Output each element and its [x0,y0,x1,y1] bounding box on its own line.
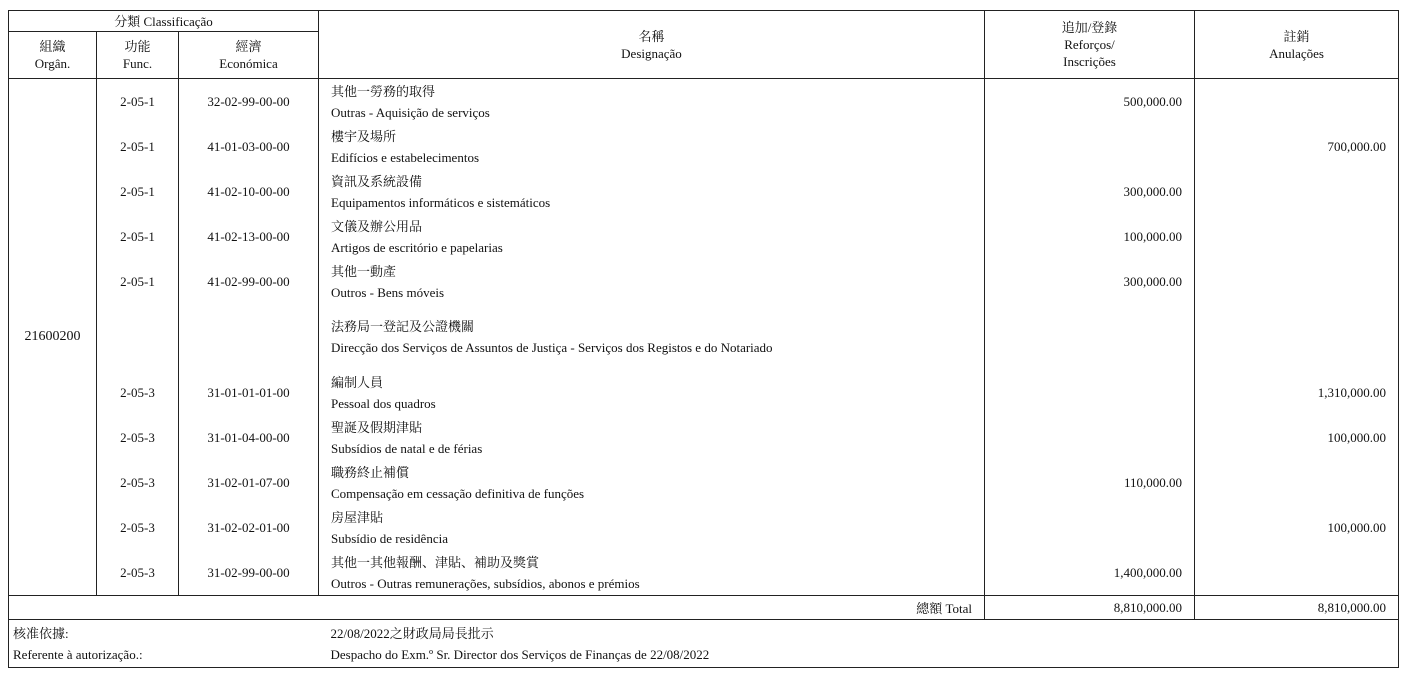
cancellation-amount: 100,000.00 [1195,505,1399,550]
classification-header: 分類 Classificação [9,11,319,32]
economic-code: 41-02-10-00-00 [179,169,319,214]
reinforcement-amount [985,370,1195,415]
designation-pt: Subsídio de residência [331,530,448,546]
reinforcement-amount: 1,400,000.00 [985,550,1195,596]
economic-header [179,32,319,79]
designation-cell [319,169,985,214]
authorization-text [319,620,1399,668]
cancellation-amount [1195,550,1399,596]
designation-pt: Subsídios de natal e de férias [331,440,483,456]
designation-pt: Outros - Bens móveis [331,284,445,300]
function-header [97,32,179,79]
group-heading-zh: 法務局一登記及公證機關 [331,319,475,334]
authorization-text-zh: 22/08/2022之財政局局長批示 [330,625,494,641]
designation-pt: Outras - Aquisição de serviços [331,104,490,120]
designation-cell [319,415,985,460]
cancellation-amount [1195,169,1399,214]
economic-code: 31-02-02-01-00 [179,505,319,550]
total-cancellations: 8,810,000.00 [1195,596,1399,620]
function-code: 2-05-1 [97,124,179,169]
cancellation-amount: 100,000.00 [1195,415,1399,460]
total-reinforcements: 8,810,000.00 [985,596,1195,620]
function-code: 2-05-3 [97,505,179,550]
group-add-empty [985,304,1195,370]
total-row [9,596,1399,620]
header-row-1 [9,11,1399,32]
reinforcements-header-pt2: Inscrições [1063,54,1116,69]
reinforcements-header-pt1: Reforços/ [1064,37,1115,52]
reinforcement-amount [985,415,1195,460]
authorization-label [9,620,319,668]
table-row [9,505,1399,550]
designation-cell [319,460,985,505]
economic-code: 41-02-99-00-00 [179,259,319,304]
designation-pt: Outros - Outras remunerações, subsídios, abonos e prémios [331,575,640,591]
designation-pt: Compensação em cessação definitiva de funções [331,485,585,501]
total-spacer [9,596,319,620]
designation-cell [319,214,985,259]
designation-zh: 其他一勞務的取得 [331,83,436,99]
budget-document [8,10,1398,668]
economic-code: 32-02-99-00-00 [179,79,319,125]
designation-cell [319,370,985,415]
reinforcement-amount: 110,000.00 [985,460,1195,505]
table-row [9,124,1399,169]
organ-code: 21600200 [9,79,97,596]
authorization-row [9,620,1399,668]
table-row [9,460,1399,505]
designation-cell [319,79,985,125]
authorization-label-pt: Referente à autorização.: [13,646,143,662]
function-code: 2-05-1 [97,169,179,214]
reinforcements-header [985,11,1195,79]
organ-header [9,32,97,79]
designation-zh: 聖誕及假期津貼 [331,419,423,435]
economic-code: 31-02-99-00-00 [179,550,319,596]
table-row [9,79,1399,125]
function-header-pt: Func. [122,56,153,71]
designation-pt: Edifícios e estabelecimentos [331,149,480,165]
reinforcement-amount: 300,000.00 [985,169,1195,214]
authorization-label-zh: 核准依據: [13,625,69,641]
reinforcement-amount [985,124,1195,169]
designation-zh: 樓宇及場所 [331,128,397,144]
cancellations-header-pt: Anulações [1269,45,1324,61]
economic-code: 31-02-01-07-00 [179,460,319,505]
table-row [9,550,1399,596]
table-row [9,259,1399,304]
cancellation-amount [1195,214,1399,259]
reinforcement-amount [985,505,1195,550]
organ-header-zh: 組織 [39,39,66,54]
cancellations-header [1195,11,1399,79]
economic-header-pt: Económica [219,56,278,71]
group-func-empty [97,304,179,370]
designation-zh: 房屋津貼 [331,509,384,525]
group-heading-row [9,304,1399,370]
designation-header-zh: 名稱 [638,28,665,44]
group-heading [319,304,985,370]
designation-zh: 職務終止補償 [331,464,410,480]
table-row [9,169,1399,214]
designation-header [319,11,985,79]
designation-cell [319,550,985,596]
budget-body [9,79,1399,596]
reinforcement-amount: 500,000.00 [985,79,1195,125]
cancellation-amount [1195,259,1399,304]
economic-code: 31-01-04-00-00 [179,415,319,460]
cancellation-amount: 700,000.00 [1195,124,1399,169]
function-code: 2-05-3 [97,370,179,415]
function-code: 2-05-1 [97,259,179,304]
designation-pt: Equipamentos informáticos e sistemáticos [331,194,551,210]
group-heading-pt: Direcção dos Serviços de Assuntos de Justiça - Serviços dos Registos e do Notariado [331,340,773,355]
group-cancel-empty [1195,304,1399,370]
reinforcements-header-zh: 追加/登錄 [1061,20,1118,35]
designation-cell [319,505,985,550]
cancellation-amount: 1,310,000.00 [1195,370,1399,415]
economic-code: 31-01-01-01-00 [179,370,319,415]
cancellations-header-zh: 註銷 [1283,28,1310,44]
reinforcement-amount: 300,000.00 [985,259,1195,304]
cancellation-amount [1195,79,1399,125]
function-code: 2-05-1 [97,79,179,125]
designation-zh: 編制人員 [331,374,384,390]
designation-pt: Pessoal dos quadros [331,395,436,411]
function-header-zh: 功能 [124,39,151,54]
designation-header-pt: Designação [621,45,682,61]
designation-zh: 其他一其他報酬、津貼、補助及獎賞 [331,554,540,570]
designation-zh: 其他一動產 [331,263,397,279]
function-code: 2-05-3 [97,415,179,460]
total-label: 總額 Total [319,596,985,620]
function-code: 2-05-3 [97,550,179,596]
table-row [9,370,1399,415]
reinforcement-amount: 100,000.00 [985,214,1195,259]
organ-header-pt: Orgân. [34,56,71,71]
designation-cell [319,259,985,304]
designation-pt: Artigos de escritório e papelarias [331,239,503,255]
economic-code: 41-02-13-00-00 [179,214,319,259]
budget-table [8,10,1399,668]
economic-header-zh: 經濟 [235,39,262,54]
function-code: 2-05-1 [97,214,179,259]
function-code: 2-05-3 [97,460,179,505]
table-row [9,415,1399,460]
table-row [9,214,1399,259]
designation-cell [319,124,985,169]
cancellation-amount [1195,460,1399,505]
designation-zh: 資訊及系統設備 [331,173,423,189]
authorization-text-pt: Despacho do Exm.º Sr. Director dos Serviços de Finanças de 22/08/2022 [330,646,710,662]
designation-zh: 文儀及辦公用品 [331,218,423,234]
group-econ-empty [179,304,319,370]
economic-code: 41-01-03-00-00 [179,124,319,169]
